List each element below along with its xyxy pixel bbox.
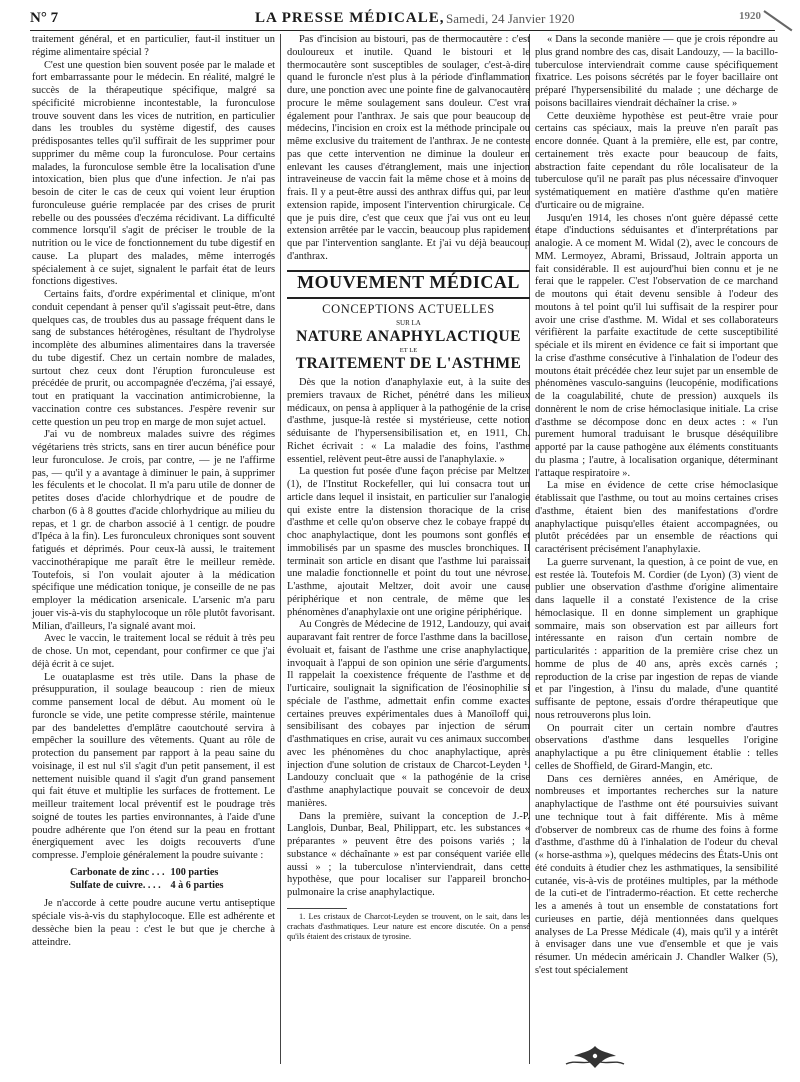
paragraph: Avec le vaccin, le traitement local se réduit à très peu de chose. Un mot, cependant, pour confirmer ce que j'ai déjà écrit à ce sujet. [32,633,275,670]
footnote-rule [287,908,347,909]
section-title: MOUVEMENT MÉDICAL [297,271,520,292]
paragraph: Pas d'incision au bistouri, pas de thermocautère : c'est douloureux et inutile. Quand le bistouri et le thermocautère sont susceptibles de soulager, c'est-à-dire quand le furoncle n'est plus à la période d'inflammation dure, une ponction avec une pointe fine de galvanocautère procure le même soulagement sans douleur. C'est vrai également pour l'anthrax. Je sais que pour beaucoup de médecins, l'incision en croix est la méthode principale ou même exclusive du traitement de l'anthrax. Je ne conteste pas que cette intervention ne diminue la douleur en enlevant les causes d'étranglement, mais une injection intraveineuse de vaccin fait la même chose et à moins de frais. Il y a peut-être aussi des anthrax diffus qui, par leur extension rapide, imposent l'intervention chirurgicale. Ce que je puis dire, c'est que ceux que j'ai vus ont eu leur extension arrêtée par le vaccin, beaucoup plus rapidement que par l'intervention sanglante. Et j'ai vu déjà beaucoup d'anthrax. [287,34,530,262]
paragraph: Je n'accorde à cette poudre aucune vertu antiseptique spéciale vis-à-vis du staphylocoque. Elle est adhérente et dessèche bien la peau : c'est le but que je cherche à atteindre. [32,898,275,948]
column-rule [280,34,281,1064]
paragraph: La guerre survenant, la question, à ce point de vue, en est restée là. Toutefois M. Cordier (de Lyon) (3) vient de publier une observation d'asthme d'origine alimentaire dans laquelle il a constaté l'existence de la crise hémoclasique. Il en donne simplement un graphique sommaire, mais son observation est par ailleurs fort intéressante en raison d'un certain nombre de particularités : apparition de la première crise chez un homme de plus de 40 ans, après excès carnés ; reproduction de la crise par ingestion de repas de viande et par l'ingestion, à l'insu du malade, d'une quantité suffisante de peptone, essais d'ordre thérapeutique que nous retrouverons plus loin. [535,556,778,721]
paragraph: Dès que la notion d'anaphylaxie eut, à la suite des premiers travaux de Richet, pénétré dans les milieux médicaux, on pensa à appliquer à la pathogénie de la crise d'asthme, jusque-là restée si mystérieuse, cette notion séduisante de l'hypersensibilisation et, en 1911, Ch. Richet écrivait : « La maladie des foins, l'asthme essentiel, relèvent peut-être aussi de l'anaphylaxie. » [287,377,530,465]
paragraph: Jusqu'en 1914, les choses n'ont guère dépassé cette étape d'inductions séduisantes et d'interprétations par analogie. A ce moment M. Widal (2), avec le concours de MM. Lermoyez, Abrami, Brissaud, Joltrain apporta un fait considérable. Il est aujourd'hui bien connu et je ne ferai que le rappeler. C'est l'observation de ce marchand de moutons qui était devenu sensible à l'odeur des moutons à tel point qu'il lui suffisait de la respirer pour avoir une crise d'asthme. M. Widal et ses collaborateurs vérifièrent la parfaite exactitude de cette susceptibilité spéciale et ils mirent en évidence ce fait si important que la crise d'asthme consécutive à l'inhalation de l'odeur des moutons était précédée chez leur sujet par un ensemble de phénomènes vasculo-sanguins (leucopénie, modifications de la coagulabilité, chute de pression) auxquels ils donnèrent le nom de crise hémoclasique initiale. La crise d'asthme se décompose donc en deux actes : « l'un purement humoral traduisant le brusque déséquilibre apporté par la cause pathogène aux éléments constituants du plasma ; l'autre, à localisation organique, déterminant l'attaque respiratoire ». [535,212,778,479]
article-title-line: ET LE [399,346,418,354]
article-title-line: CONCEPTIONS ACTUELLES [322,302,495,317]
article-title-line: NATURE ANAPHYLACTIQUE [296,327,521,345]
journal-title: LA PRESSE MÉDICALE, [255,10,445,26]
formula-quantity: 4 à 6 parties [170,879,224,891]
paragraph: Le ouataplasme est très utile. Dans la phase de présuppuration, il soulage beaucoup : rien de mieux comme pansement local de début. Au moment où le furoncle se vide, une petite compresse stérile, maintenue par des bandelettes d'emplâtre caoutchouté servira à empêcher la souillure des vêtements. Quant au rôle de protection du pansement par rapport à la peau saine du voisinage, il est nul s'il s'agit d'un petit pansement, il est nettement nuisible quand il s'agit d'un grand pansement qui fait étuve et multiplie les surfaces de frottement. Le meilleur traitement local préventif est le poudrage très soigné de toutes les parties environnantes, à l'aide d'une poudre adhérente que l'on étend sur la peau en frottant énergiquement avec les doigts recouverts d'une compresse. J'emploie généralement la poudre suivante : [32,671,275,861]
paragraph: La mise en évidence de cette crise hémoclasique établissait que l'asthme, ou tout au moins certaines crises d'asthme, étaient bien des manifestations d'ordre anaphylactique puisqu'elles étaient accompagnées, ou plutôt précédées par un ensemble de réactions qui caractérisent précisément l'anaphylaxie. [535,480,778,555]
formula-ingredient: Carbonate de zinc . . . [70,866,165,878]
running-header [30,8,775,31]
column-right [535,34,778,978]
paragraph: Dans la première, suivant la conception de J.-P. Langlois, Dunbar, Beal, Philippart, etc. les substances « préparantes » peuvent être des poisons variés ; la substance « déchaînante » est par conséquent variée elle aussi » ; la tuberculose n'interviendrait, dans cette hypothèse, que pour localiser sur l'appareil broncho-pulmonaire la crise anaphylactique. [287,810,530,898]
header-fragment: 1920 [739,10,761,22]
paragraph: Cette deuxième hypothèse est peut-être vraie pour certains cas spéciaux, mais la preuve n'en paraît pas encore donnée. Quant à la première, elle est, par contre, certainement très exacte pour beaucoup de faits, abstraction faite cependant du rôle localisateur de la tuberculose qu'il ne paraît pas plus nécessaire d'invoquer systématiquement en matière d'asthme qu'en matière d'urticaire ou de migraine. [535,110,778,211]
paragraph: « Dans la seconde manière — que je crois répondre au plus grand nombre des cas, disait Landouzy, — la bacillo-tuberculose interviendrait comme cause spécifiquement fixatrice. Les poisons sécrétés par le foyer bacillaire ont préparé l'hypersensibilité du malade ; une décharge de poisons bacillaires viendrait déchaîner la crise. » [535,34,778,109]
article-title-line: TRAITEMENT DE L'ASTHME [295,355,522,373]
paragraph: C'est une question bien souvent posée par le malade et fort embarrassante pour le médecin. En réalité, malgré le succès de la thérapeutique spécifique, malgré sa spécificité microbienne incontestable, la furonculose trouve souvent dans les vices de nutrition, en particulier dans les troubles du système digestif, des causes prédisposantes telles qu'il suffirait de les supprimer pour supprimer du même coup la furonculose. Pour certains malades, la furonculose semble être la localisation d'une intoxication, bien plus que d'une infection. Je n'ai pas besoin de citer le cas de ceux qui voient leur éruption furonculeuse guérie remplacée par des crises de prurit rebelle ou des poussées d'eczéma récidivant. La difficulté commence lorsqu'il s'agit de préciser le trouble de la nutrition ou le vice de fonctionnement du tube digestif en cause. La plupart des malades, même interrogés spécialement à ce sujet, signalent le parfait état de leurs fonctions digestives. [32,59,275,288]
issue-number: N° 7 [30,10,59,26]
paragraph: La question fut posée d'une façon précise par Meltzer (1), de l'Institut Rockefeller, qui lui consacra tout un article dans lequel il insistait, en particulier sur l'analogie qui existe entre la distension thoracique de la crise d'asthme et celle qu'on observe chez le cobaye frappé du choc anaphylactique, dont les poumons sont gonflés et immobilisés par un spasme des muscles bronchiques. Il terminait son article en disant que l'asthme lui paraissait une maladie fonctionnelle et point du tout une névrose. L'asthme, ajoutait Meltzer, doit avoir une cause périphérique et non centrale, de même que les phénomènes d'anaphylaxie ont une origine périphérique. [287,466,530,618]
column-middle [287,34,530,942]
powder-formula [70,867,229,893]
paragraph: Dans ces dernières années, en Amérique, de nombreuses et importantes recherches sur la nature anaphylactique de l'asthme ont été poursuivies suivant une technique tout à fait différente. Mis à même d'observer de nombreux cas de rhume des foins à forme d'asthme, d'asthme dû à l'inhalation de l'odeur du cheval (« horse-asthma »), quelques médecins des États-Unis ont été conduits à étudier chez les asthmatiques, la sensibilité cutanée, vis-à-vis de protéines multiples, par la méthode de la cuti-et de l'intradermo-réaction. Et cette recherche les a amenés à tout un ensemble de constatations fort curieuses en partie, déjà mentionnées dans quelques analyses de La Presse Médicale (4), mais qu'il y a intérêt à envisager dans une vue d'ensemble et que je vais résumer. Un médecin américain J. Chandler Walker (5), s'est tout spécialement [535,773,778,976]
formula-ingredient: Sulfate de cuivre. . . . [70,879,161,891]
column-left [32,34,275,949]
paragraph: Au Congrès de Médecine de 1912, Landouzy, qui avait auparavant fait rentrer de force l'asthme dans la bacillose, évoluait et, faisant de l'asthme une crise anaphylactique, invoquait à l'appui de son opinion une série d'arguments. Il rappelait la coexistence fréquente de l'asthme et de l'urticaire, soulignait la signification de l'éosinophilie si spéciale de l'asthme, admettait enfin comme exactes certaines preuves expérimentales dues à Manoïloff qui, sensibilisant des cobayes par injection de sérum d'asthmatiques en crise, aurait vu ces animaux succomber avec les phénomènes du choc anaphylactique, après injection d'une solution de cristaux de Charcot-Leyden ¹. Landouzy concluait que « la pathogénie de la crise d'asthme anaphylactique pouvait se concevoir de deux manières. [287,619,530,809]
article-title [287,303,530,371]
section-heading-box [287,270,530,300]
formula-quantity: 100 parties [170,866,219,878]
issue-date: Samedi, 24 Janvier 1920 [446,11,575,26]
paragraph: traitement général, et en particulier, faut-il instituer un régime alimentaire spécial ? [32,34,275,58]
paragraph: J'ai vu de nombreux malades suivre des régimes végétariens très stricts, sans en tirer aucun bénéfice pour leur furonculose. Je crois, par contre, — je ne l'affirme pas, — qu'il y a avantage à diminuer le pain, à supprimer les féculents et le chocolat. Il m'a paru utile de donner de petites doses d'acide chlorhydrique et de poudre de charbon (6 à 8 gouttes d'acide chlorhydrique au milieu du repas, et 1 gr. de charbon associé à 1 centigr. de poudre d'Ipéca à la fin). Les furonculeux chroniques sont souvent fatigués et déprimés. Pour ceux-là aussi, le traitement vaccinothérapique me paraît être le meilleur remède. Toutefois, si l'on voulait ajouter à la médication spécifique une médication tonique, je conseille de ne pas employer la médication arsenicale. L'arsenic m'a paru jouer vis-à-vis du staphylocoque un rôle plutôt favorisant. Milian, d'ailleurs, l'a signalé avant moi. [32,429,275,632]
paragraph: On pourrait citer un certain nombre d'autres observations d'asthme dans lesquelles l'origine anaphylactique a pu être cliniquement établie : telles celles de Shoffield, de Girard-Mangin, etc. [535,722,778,772]
tailpiece-ornament-icon [560,1042,630,1072]
footnote: 1. Les cristaux de Charcot-Leyden se trouvent, on le sait, dans les crachats d'asthmatiques. Leur nature est encore discutée. On a pensé qu'ils étaient des cristaux de tyrosine. [287,911,530,941]
article-title-line: SUR LA [396,319,421,327]
paragraph: Certains faits, d'ordre expérimental et clinique, m'ont conduit cependant à penser qu'il s'agissait peut-être, dans quelques cas, de troubles dus au passage fréquent dans le sang de substances hétérogènes, résultant de l'hydrolyse incomplète des albumines alimentaires dans la traversée du tube digestif. Chez un certain nombre de malades, surtout chez ceux dont l'éruption furonculeuse est précédée de prurit, ou accompagnée d'eczéma, j'ai essayé, tout en pratiquant la vaccination antimicrobienne, la vaccination contre ces substances. J'espère revenir sur cette question un peu trop en marge de mon sujet actuel. [32,289,275,428]
formula-row [70,880,229,893]
formula-row [70,867,229,880]
